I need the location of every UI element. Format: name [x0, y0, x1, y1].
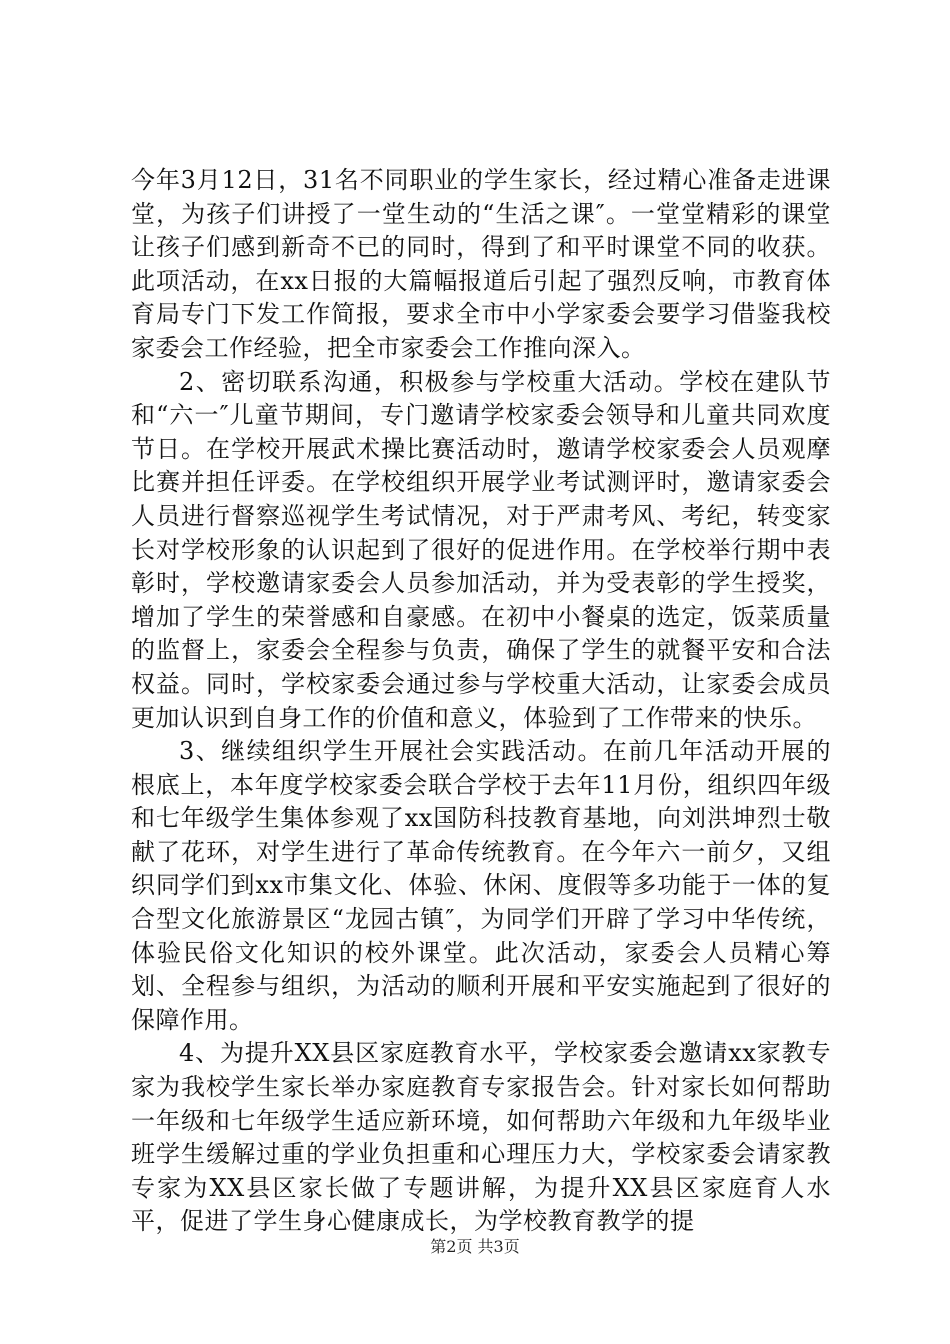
- document-body: [131, 164, 831, 1239]
- page-number-footer: 第2页 共3页: [430, 1237, 520, 1256]
- paragraph-item-2: 2、密切联系沟通，积极参与学校重大活动。学校在建队节和“六一″儿童节期间，专门邀请学校家委会领导和儿童共同欢度节日。在学校开展武术操比赛活动时，邀请学校家委会人员观摩比赛并担任评委。在学校组织开展学业考试测评时，邀请家委会人员进行督察巡视学生考试情况，对于严肃考风、考纪，转变家长对学校形象的认识起到了很好的促进作用。在学校举行期中表彰时，学校邀请家委会人员参加活动，并为受表彰的学生授奖，增加了学生的荣誉感和自豪感。在初中小餐桌的选定，饭菜质量的监督上，家委会全程参与负责，确保了学生的就餐平安和合法权益。同时，学校家委会通过参与学校重大活动，让家委会成员更加认识到自身工作的价值和意义，体验到了工作带来的快乐。: [131, 367, 831, 732]
- paragraph-item-3: 3、继续组织学生开展社会实践活动。在前几年活动开展的根底上，本年度学校家委会联合学校于去年11月份，组织四年级和七年级学生集体参观了xx国防科技教育基地，向刘洪坤烈士敬献了花环，对学生进行了革命传统教育。在今年六一前夕，又组织同学们到xx市集文化、体验、休闲、度假等多功能于一体的复合型文化旅游景区“龙园古镇″，为同学们开辟了学习中华传统，体验民俗文化知识的校外课堂。此次活动，家委会人员精心筹划、全程参与组织，为活动的顺利开展和平安实施起到了很好的保障作用。: [131, 737, 831, 1034]
- paragraph-item-4: 4、为提升XX县区家庭教育水平，学校家委会邀请xx家教专家为我校学生家长举办家庭教育专家报告会。针对家长如何帮助一年级和七年级学生适应新环境，如何帮助六年级和九年级毕业班学生缓解过重的学业负担重和心理压力大，学校家委会请家教专家为XX县区家长做了专题讲解，为提升XX县区家庭育人水平，促进了学生身心健康成长，为学校教育教学的提: [131, 1039, 831, 1236]
- paragraph-continuation: 今年3月12日，31名不同职业的学生家长，经过精心准备走进课堂，为孩子们讲授了一堂生动的“生活之课″。一堂堂精彩的课堂让孩子们感到新奇不已的同时，得到了和平时课堂不同的收获。此项活动，在xx日报的大篇幅报道后引起了强烈反响，市教育体育局专门下发工作简报，要求全市中小学家委会要学习借鉴我校家委会工作经验，把全市家委会工作推向深入。: [131, 166, 831, 362]
